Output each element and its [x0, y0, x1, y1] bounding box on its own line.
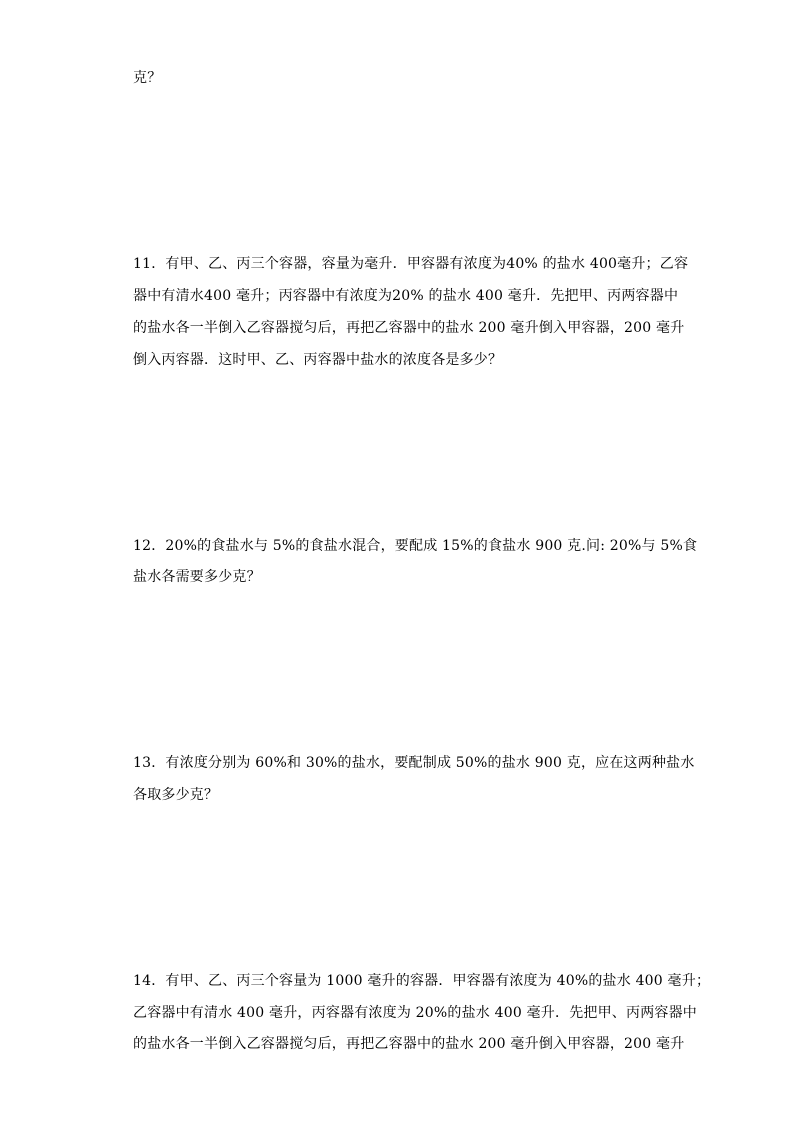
question-text: 20%的食盐水与 5%的食盐水混合，要配成 15%的食盐水 900 克.问: 20%与 5%食 — [165, 538, 698, 554]
question-number: 14． — [133, 973, 166, 989]
question-number: 12． — [133, 538, 166, 554]
question-line: 倒入丙容器．这时甲、乙、丙容器中盐水的浓度各是多少？ — [133, 352, 503, 368]
question-line: 各取多少克？ — [133, 787, 219, 803]
question-line — [133, 971, 710, 991]
question-text: 有甲、乙、丙三个容器，容量为毫升．甲容器有浓度为40% 的盐水 400毫升；乙容 — [165, 256, 689, 272]
question-10-fragment: 克？ — [133, 70, 162, 86]
question-line: 盐水各需要多少克？ — [133, 569, 261, 585]
question-text: 有浓度分别为 60%和 30%的盐水，要配制成 50%的盐水 900 克，应在这两种盐水 — [165, 755, 695, 771]
question-line: 的盐水各一半倒入乙容器搅匀后，再把乙容器中的盐水 200 毫升倒入甲容器，200 毫升 — [133, 1036, 685, 1052]
question-line: 乙容器中有清水 400 毫升，丙容器有浓度为 20%的盐水 400 毫升．先把甲、丙两容器中 — [133, 1005, 698, 1021]
question-line: 的盐水各一半倒入乙容器搅匀后，再把乙容器中的盐水 200 毫升倒入甲容器，200 毫升 — [133, 320, 685, 336]
question-line — [133, 254, 688, 274]
question-number: 13． — [133, 755, 166, 771]
question-number: 11． — [133, 256, 166, 272]
question-line — [133, 753, 695, 773]
question-line — [133, 536, 697, 556]
question-text: 有甲、乙、丙三个容量为 1000 毫升的容器．甲容器有浓度为 40%的盐水 400 毫升； — [165, 973, 711, 989]
question-line: 器中有清水400 毫升；丙容器中有浓度为20% 的盐水 400 毫升．先把甲、丙两容器中 — [133, 288, 679, 304]
